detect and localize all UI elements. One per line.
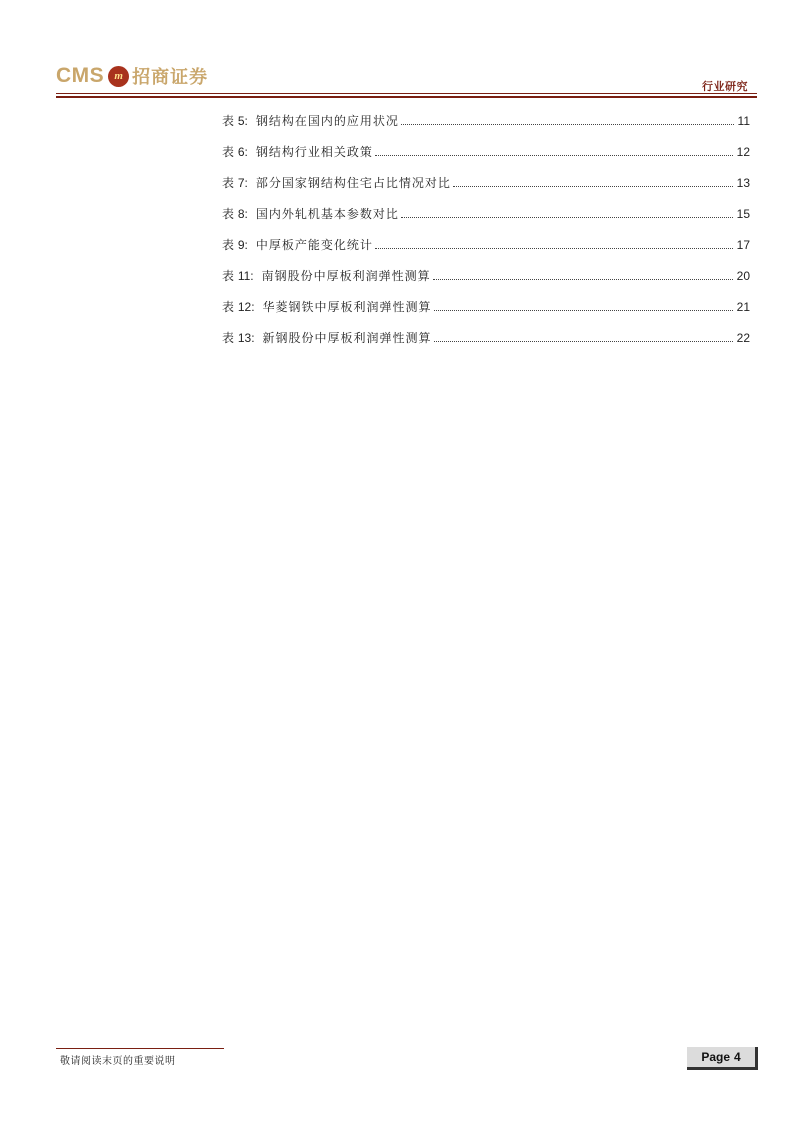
- toc-entry-title: 钢结构在国内的应用状况: [255, 113, 399, 128]
- toc-entry[interactable]: [222, 198, 750, 229]
- page-number-box: [687, 1047, 758, 1070]
- toc-entry-title: 新钢股份中厚板利润弹性测算: [262, 330, 432, 345]
- toc-entry-page: 11: [737, 113, 750, 128]
- section-label: 行业研究: [702, 80, 748, 93]
- toc-entry-label: 表 5:: [222, 113, 248, 128]
- toc-entry-label: 表 7:: [222, 175, 248, 190]
- toc-entry[interactable]: [222, 229, 750, 260]
- toc-entry-label: 表 13:: [222, 330, 255, 345]
- toc-entry[interactable]: [222, 322, 750, 353]
- header-divider-thin: [56, 93, 757, 94]
- toc-dot-leader: [401, 216, 733, 218]
- toc-dot-leader: [434, 309, 733, 311]
- toc-entry-label: 表 9:: [222, 237, 248, 252]
- toc-entry-label: 表 11:: [222, 268, 254, 283]
- toc-entry-page: 22: [736, 330, 750, 345]
- toc-entry-title: 中厚板产能变化统计: [255, 237, 373, 252]
- toc-entry-title: 南钢股份中厚板利润弹性测算: [261, 268, 431, 283]
- toc-entry-title: 国内外轧机基本参数对比: [255, 206, 399, 221]
- toc-dot-leader: [375, 154, 733, 156]
- logo-cms-text: CMS: [56, 64, 105, 87]
- toc-entry-page: 13: [736, 175, 750, 190]
- toc-entry-page: 17: [736, 237, 750, 252]
- toc-dot-leader: [434, 340, 733, 342]
- footer-divider: [56, 1048, 224, 1049]
- toc-entry-label: 表 8:: [222, 206, 248, 221]
- company-logo: [56, 62, 208, 90]
- toc-entry-title: 部分国家钢结构住宅占比情况对比: [255, 175, 451, 190]
- toc-entry-title: 钢结构行业相关政策: [255, 144, 373, 159]
- toc-entry-title: 华菱钢铁中厚板利润弹性测算: [262, 299, 432, 314]
- toc-entry-page: 21: [736, 299, 750, 314]
- header-divider-thick: [56, 96, 757, 98]
- toc-entry[interactable]: [222, 136, 750, 167]
- toc-entry-label: 表 12:: [222, 299, 255, 314]
- toc-entry-page: 12: [736, 144, 750, 159]
- toc-entry[interactable]: [222, 167, 750, 198]
- toc-dot-leader: [375, 247, 733, 249]
- table-of-contents: [222, 105, 750, 353]
- toc-entry-label: 表 6:: [222, 144, 248, 159]
- logo-emblem-icon: m: [108, 66, 129, 87]
- toc-entry-page: 15: [736, 206, 750, 221]
- toc-dot-leader: [401, 123, 734, 125]
- toc-entry[interactable]: [222, 291, 750, 322]
- logo-company-name: 招商证券: [132, 67, 209, 88]
- toc-dot-leader: [453, 185, 733, 187]
- toc-entry[interactable]: [222, 260, 750, 291]
- page-word: Page: [701, 1050, 730, 1064]
- toc-entry-page: 20: [736, 268, 750, 283]
- page-number: 4: [734, 1050, 741, 1064]
- footer-disclaimer: 敬请阅读末页的重要说明: [60, 1056, 176, 1067]
- toc-entry[interactable]: [222, 105, 750, 136]
- toc-dot-leader: [433, 278, 733, 280]
